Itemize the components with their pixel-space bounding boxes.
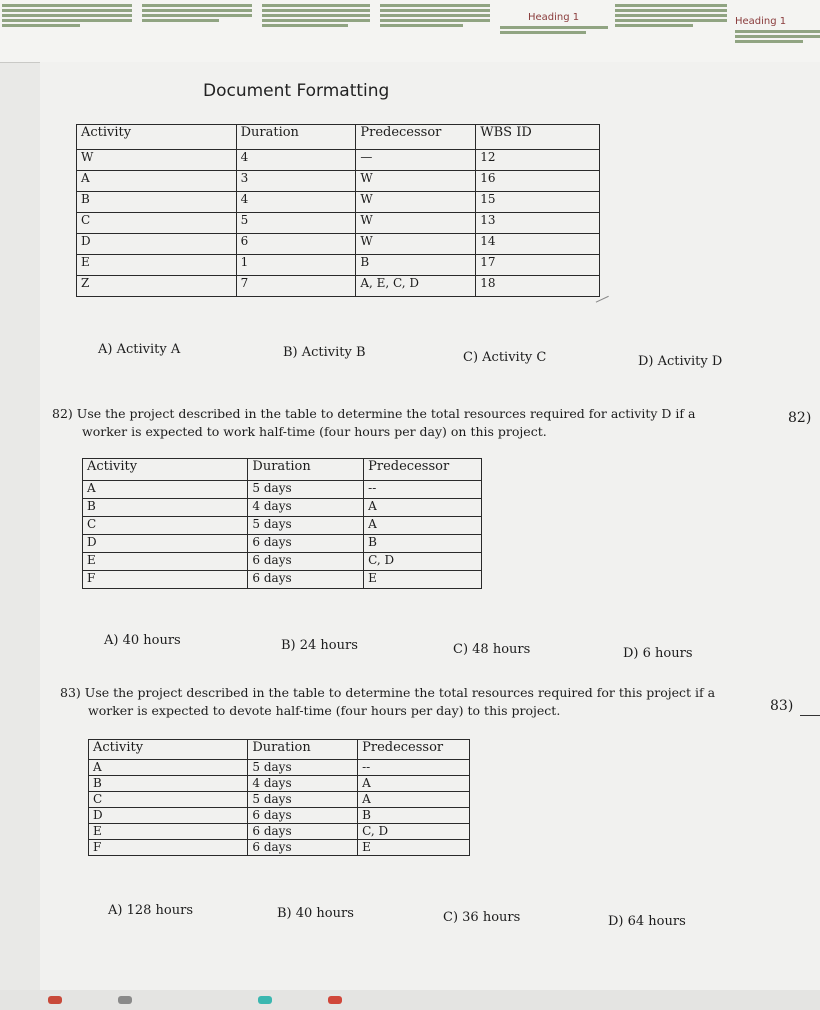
table-cell: F bbox=[89, 840, 248, 856]
table-cell: B bbox=[356, 255, 476, 276]
table-cell: C bbox=[77, 213, 237, 234]
q82-option-b[interactable]: B) 24 hours bbox=[281, 638, 358, 653]
table-cell: C bbox=[89, 792, 248, 808]
table-cell: W bbox=[356, 234, 476, 255]
table-cell: B bbox=[89, 776, 248, 792]
ribbon-styles-gallery bbox=[0, 0, 820, 63]
q82-number: 82) bbox=[52, 406, 73, 421]
table-cell: 13 bbox=[476, 213, 600, 234]
table-header-row bbox=[83, 459, 482, 481]
table-cell: D bbox=[89, 808, 248, 824]
table-row bbox=[89, 808, 470, 824]
style-tile[interactable] bbox=[262, 2, 370, 58]
table-header-row bbox=[77, 125, 600, 150]
table-cell: 6 bbox=[236, 234, 356, 255]
table-cell: A bbox=[83, 481, 248, 499]
q82-answer-number: 82) bbox=[788, 410, 812, 426]
table-row bbox=[89, 776, 470, 792]
table-cell: W bbox=[356, 171, 476, 192]
taskbar bbox=[0, 990, 820, 1010]
table-cell: 4 bbox=[236, 192, 356, 213]
table-cell: -- bbox=[358, 760, 470, 776]
table-cell: 6 days bbox=[248, 824, 358, 840]
table-cell: 4 bbox=[236, 150, 356, 171]
table-row bbox=[83, 553, 482, 571]
table-cell: C, D bbox=[358, 824, 470, 840]
column-header: Predecessor bbox=[356, 125, 476, 150]
table-row bbox=[77, 276, 600, 297]
table-row bbox=[89, 792, 470, 808]
q83-activity-table bbox=[88, 739, 470, 856]
q83-text bbox=[60, 684, 760, 720]
table-cell: C, D bbox=[364, 553, 482, 571]
table-cell: 4 days bbox=[248, 499, 364, 517]
table-cell: W bbox=[356, 192, 476, 213]
column-header: Activity bbox=[89, 740, 248, 760]
table-cell: E bbox=[77, 255, 237, 276]
table-cell: W bbox=[356, 213, 476, 234]
q81-option-b[interactable]: B) Activity B bbox=[283, 345, 366, 360]
q81-option-d[interactable]: D) Activity D bbox=[638, 354, 723, 369]
table-cell: 5 days bbox=[248, 760, 358, 776]
table-cell: D bbox=[77, 234, 237, 255]
table-cell: 4 days bbox=[248, 776, 358, 792]
q83-number: 83) bbox=[60, 685, 81, 700]
column-header: Activity bbox=[83, 459, 248, 481]
table-cell: 3 bbox=[236, 171, 356, 192]
app-icon[interactable] bbox=[48, 996, 62, 1004]
document-title: Document Formatting bbox=[203, 81, 390, 101]
table-cell: E bbox=[83, 553, 248, 571]
table-row bbox=[77, 234, 600, 255]
wbs-table bbox=[76, 124, 600, 297]
q83-option-d[interactable]: D) 64 hours bbox=[608, 914, 686, 929]
answer-blank bbox=[800, 715, 820, 716]
table-row bbox=[89, 760, 470, 776]
table-row bbox=[89, 824, 470, 840]
table-row bbox=[83, 517, 482, 535]
column-header: Predecessor bbox=[358, 740, 470, 760]
table-cell: 6 days bbox=[248, 808, 358, 824]
style-tile-heading[interactable] bbox=[615, 2, 727, 58]
q81-option-c[interactable]: C) Activity C bbox=[463, 350, 547, 365]
table-row bbox=[77, 150, 600, 171]
q83-option-a[interactable]: A) 128 hours bbox=[108, 903, 193, 918]
column-header: Duration bbox=[248, 459, 364, 481]
q82-text bbox=[52, 405, 757, 441]
column-header: WBS ID bbox=[476, 125, 600, 150]
column-header: Duration bbox=[248, 740, 358, 760]
table-cell: E bbox=[364, 571, 482, 589]
table-cell: D bbox=[83, 535, 248, 553]
table-cell: 18 bbox=[476, 276, 600, 297]
q83-line1: Use the project described in the table to determine the total resources required for this project if a bbox=[84, 685, 716, 700]
table-cell: A bbox=[364, 499, 482, 517]
table-row bbox=[77, 213, 600, 234]
column-header: Activity bbox=[77, 125, 237, 150]
table-cell: B bbox=[83, 499, 248, 517]
q82-option-d[interactable]: D) 6 hours bbox=[623, 646, 693, 661]
style-tile-heading[interactable] bbox=[735, 2, 820, 58]
table-cell: 14 bbox=[476, 234, 600, 255]
table-cell: C bbox=[83, 517, 248, 535]
table-header-row bbox=[89, 740, 470, 760]
table-cell: 5 days bbox=[248, 792, 358, 808]
column-header: Predecessor bbox=[364, 459, 482, 481]
table-cell: 6 days bbox=[248, 535, 364, 553]
style-tile[interactable] bbox=[380, 2, 490, 58]
table-cell: 17 bbox=[476, 255, 600, 276]
table-cell: F bbox=[83, 571, 248, 589]
table-cell: 7 bbox=[236, 276, 356, 297]
table-cell: B bbox=[364, 535, 482, 553]
table-cell: 12 bbox=[476, 150, 600, 171]
style-name: Heading 1 bbox=[735, 16, 787, 27]
q83-option-b[interactable]: B) 40 hours bbox=[277, 906, 354, 921]
table-cell: E bbox=[358, 840, 470, 856]
table-cell: A, E, C, D bbox=[356, 276, 476, 297]
table-cell: 15 bbox=[476, 192, 600, 213]
table-row bbox=[77, 192, 600, 213]
table-row bbox=[83, 481, 482, 499]
table-cell: W bbox=[77, 150, 237, 171]
table-row bbox=[77, 171, 600, 192]
q82-line2: worker is expected to work half-time (four hours per day) on this project. bbox=[82, 424, 547, 439]
table-row bbox=[83, 571, 482, 589]
column-header: Duration bbox=[236, 125, 356, 150]
table-row bbox=[83, 499, 482, 517]
q83-line2: worker is expected to devote half-time (four hours per day) to this project. bbox=[88, 703, 561, 718]
table-cell: 6 days bbox=[248, 571, 364, 589]
style-tile-heading[interactable] bbox=[500, 2, 608, 58]
table-cell: 6 days bbox=[248, 553, 364, 571]
table-cell: -- bbox=[364, 481, 482, 499]
app-icon[interactable] bbox=[258, 996, 272, 1004]
table-cell: B bbox=[77, 192, 237, 213]
table-cell: 16 bbox=[476, 171, 600, 192]
table-cell: 6 days bbox=[248, 840, 358, 856]
table-row bbox=[77, 255, 600, 276]
q81-option-a[interactable]: A) Activity A bbox=[98, 342, 181, 357]
app-icon[interactable] bbox=[328, 996, 342, 1004]
style-tile[interactable] bbox=[142, 2, 252, 58]
table-cell: E bbox=[89, 824, 248, 840]
q82-option-c[interactable]: C) 48 hours bbox=[453, 642, 531, 657]
q82-line1: Use the project described in the table to determine the total resources required for activity D if a bbox=[76, 406, 696, 421]
q82-activity-table bbox=[82, 458, 482, 589]
table-cell: — bbox=[356, 150, 476, 171]
q82-option-a[interactable]: A) 40 hours bbox=[104, 633, 181, 648]
table-cell: A bbox=[358, 792, 470, 808]
table-cell: 5 days bbox=[248, 517, 364, 535]
table-cell: B bbox=[358, 808, 470, 824]
table-cell: A bbox=[364, 517, 482, 535]
q83-answer-number: 83) bbox=[770, 698, 794, 714]
table-cell: A bbox=[358, 776, 470, 792]
style-tile[interactable] bbox=[2, 2, 132, 58]
table-cell: Z bbox=[77, 276, 237, 297]
table-row bbox=[89, 840, 470, 856]
table-cell: 1 bbox=[236, 255, 356, 276]
style-name: Heading 1 bbox=[528, 12, 580, 23]
table-cell: 5 bbox=[236, 213, 356, 234]
table-cell: A bbox=[77, 171, 237, 192]
app-icon[interactable] bbox=[118, 996, 132, 1004]
table-row bbox=[83, 535, 482, 553]
table-cell: A bbox=[89, 760, 248, 776]
table-cell: 5 days bbox=[248, 481, 364, 499]
q83-option-c[interactable]: C) 36 hours bbox=[443, 910, 521, 925]
